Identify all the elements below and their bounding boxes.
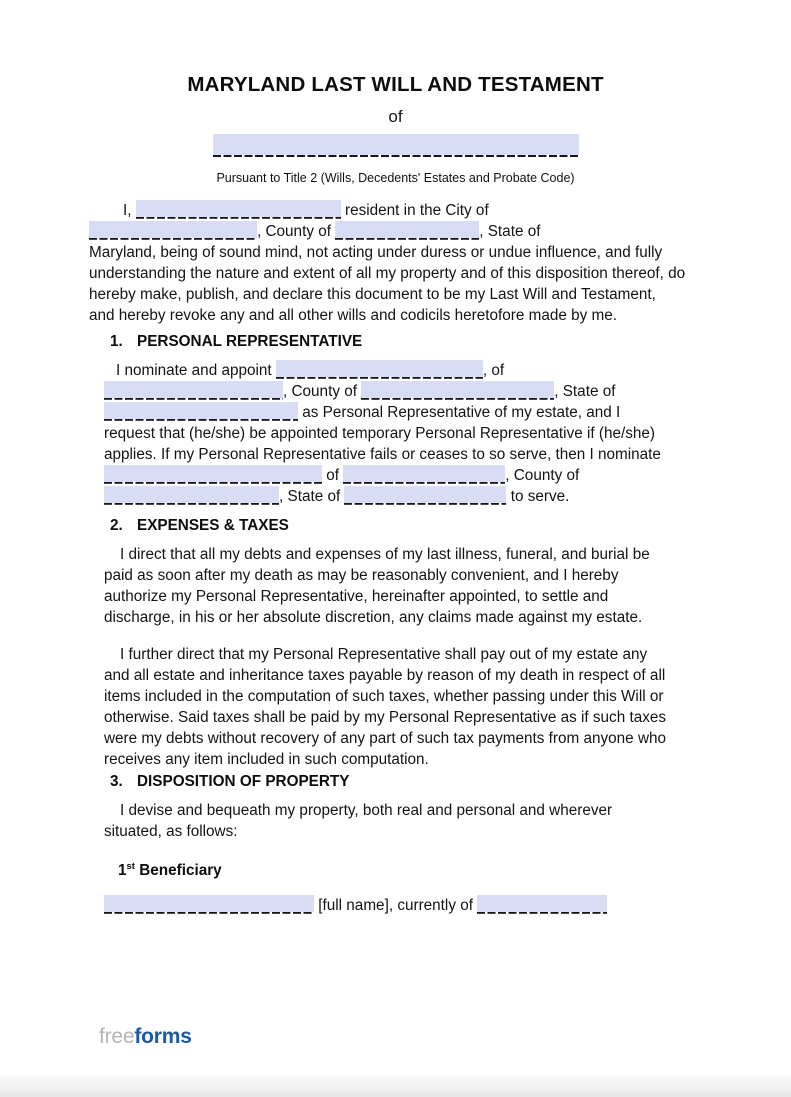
s1-line-4: request that (he/she) be appointed temporary Personal Representative if (he/she) — [104, 425, 656, 442]
document-title: MARYLAND LAST WILL AND TESTAMENT — [187, 73, 604, 96]
county-field[interactable] — [335, 221, 479, 240]
pr-state-field[interactable] — [104, 402, 298, 421]
intro-line-4: understanding the nature and extent of all my property and of this disposition thereof, do — [89, 265, 686, 282]
testator-name-field[interactable] — [213, 134, 579, 157]
pr-county-field[interactable] — [361, 381, 554, 400]
section-3-number: 3. — [110, 773, 123, 790]
intro-line-1 — [89, 200, 791, 221]
first-beneficiary-heading — [118, 856, 791, 881]
s1-text: , County of — [283, 383, 362, 400]
s1-text: , of — [482, 362, 505, 379]
s2-p1-line-1: I direct that all my debts and expenses of my last illness, funeral, and burial be — [120, 546, 650, 563]
s3-line-1: I devise and bequeath my property, both real and personal and wherever — [120, 802, 613, 819]
freeforms-logo[interactable] — [99, 1026, 192, 1048]
s1-line-3 — [104, 402, 791, 423]
section-1-number: 1. — [110, 333, 123, 350]
s1-text: , County of — [505, 467, 580, 484]
s1-line-7 — [104, 486, 791, 507]
beneficiary-line — [104, 895, 791, 916]
s2-p2-line-3: items included in the computation of such taxes, whether passing under this Will or — [104, 688, 664, 705]
s1-text: , State of — [279, 488, 345, 505]
section-2-number: 2. — [110, 517, 123, 534]
beneficiary-address-field[interactable] — [477, 895, 607, 914]
s1-text: , State of — [554, 383, 616, 400]
s2-p1-line-3: authorize my Personal Representative, hereinafter appointed, to settle and — [104, 588, 609, 605]
s2-p1-line-2: paid as soon after my death as may be reasonably convenient, and I hereby — [104, 567, 619, 584]
s1-line-2 — [104, 381, 791, 402]
section-2-title: EXPENSES & TAXES — [137, 517, 289, 534]
intro-line-5: hereby make, publish, and declare this document to be my Last Will and Testament, — [89, 286, 656, 303]
intro-text: I, — [123, 202, 136, 219]
section-2-heading — [110, 515, 791, 536]
alt-pr-state-field[interactable] — [344, 486, 506, 505]
s1-text: as Personal Representative of my estate, and I — [298, 404, 621, 421]
section-1-paragraph — [104, 360, 791, 507]
alt-pr-city-field[interactable] — [343, 465, 505, 484]
testator-name-row — [0, 134, 791, 157]
section-3-heading — [110, 771, 791, 792]
s2-p1-line-4: discharge, in his or her absolute discretion, any claims made against my estate. — [104, 609, 643, 626]
s3-line-2: situated, as follows: — [104, 823, 238, 840]
section-3-paragraph — [104, 800, 791, 842]
document-page — [0, 73, 791, 1097]
section-1-title: PERSONAL REPRESENTATIVE — [137, 333, 363, 350]
s1-line-5: applies. If my Personal Representative fails or ceases to so serve, then I nominate — [104, 446, 661, 463]
section-2-paragraph-1 — [104, 544, 791, 628]
s1-text: to serve. — [506, 488, 570, 505]
beneficiary-name-field[interactable] — [104, 895, 314, 914]
intro-line-2 — [89, 221, 791, 242]
s2-p2-line-2: and all estate and inheritance taxes payable by reason of my death in respect of all — [104, 667, 666, 684]
beneficiary-word: Beneficiary — [134, 862, 222, 879]
beneficiary-ordinal: 1 — [118, 862, 127, 879]
s2-p2-line-6: receives any item included in such computation. — [104, 751, 429, 768]
beneficiary-line-text: [full name], currently of — [314, 897, 478, 914]
beneficiary-ordinal-suffix: st — [126, 861, 135, 872]
of-label: of — [388, 107, 403, 126]
intro-text: , State of — [479, 223, 541, 240]
s2-p2-line-1: I further direct that my Personal Representative shall pay out of my estate any — [120, 646, 648, 663]
s1-text: I nominate and appoint — [116, 362, 276, 379]
s2-p2-line-4: otherwise. Said taxes shall be paid by my Personal Representative as if such taxes — [104, 709, 667, 726]
section-1-heading — [110, 331, 791, 352]
pursuant-note: Pursuant to Title 2 (Wills, Decedents' Estates and Probate Code) — [216, 171, 575, 185]
s2-p2-line-5: were my debts without recovery of any part of such tax payments from anyone who — [104, 730, 667, 747]
s1-text: of — [322, 467, 344, 484]
logo-forms-text: forms — [134, 1025, 192, 1048]
intro-text: , County of — [257, 223, 336, 240]
pr-name-field[interactable] — [276, 360, 483, 379]
intro-line-6: and hereby revoke any and all other wills and codicils heretofore made by me. — [89, 307, 618, 324]
declarant-name-field[interactable] — [136, 200, 341, 219]
section-2-paragraph-2 — [104, 644, 791, 770]
intro-line-3: Maryland, being of sound mind, not acting under duress or undue influence, and fully — [89, 244, 663, 261]
s1-line-6 — [104, 465, 791, 486]
intro-text: resident in the City of — [340, 202, 489, 219]
section-3-title: DISPOSITION OF PROPERTY — [137, 773, 350, 790]
intro-paragraph — [89, 200, 791, 326]
page-bottom-shade — [0, 1071, 791, 1097]
logo-free-text: free — [99, 1025, 135, 1048]
pr-city-field[interactable] — [104, 381, 283, 400]
city-field[interactable] — [89, 221, 257, 240]
alt-pr-county-field[interactable] — [104, 486, 279, 505]
alt-pr-name-field[interactable] — [104, 465, 322, 484]
s1-line-1 — [104, 360, 791, 381]
